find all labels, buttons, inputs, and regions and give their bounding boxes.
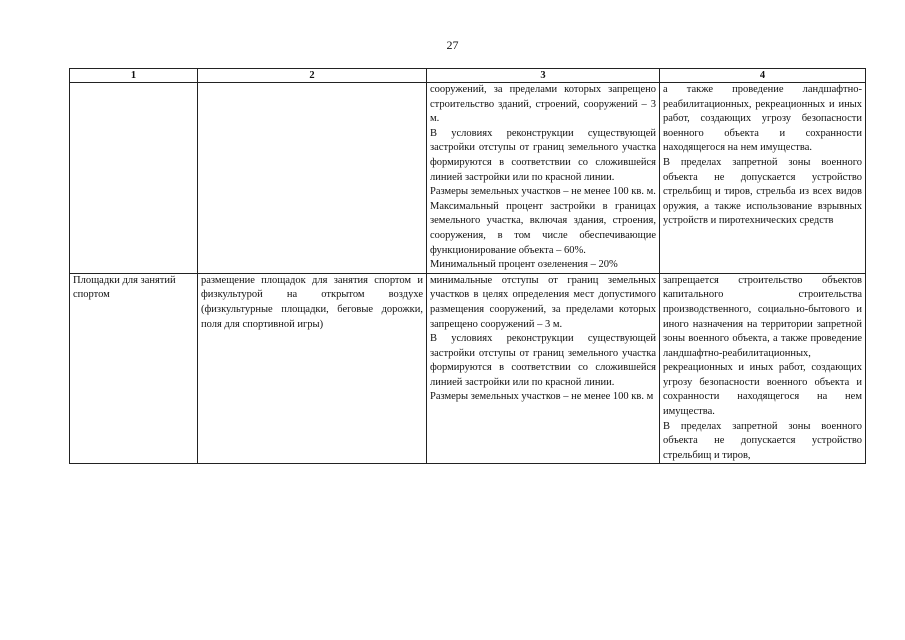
table-cell-col2 xyxy=(198,273,427,464)
table-cell-col3 xyxy=(427,83,660,274)
table-cell-col1 xyxy=(70,273,198,464)
regulations-table xyxy=(69,68,866,464)
table-cell-col3 xyxy=(427,273,660,464)
column-header: 2 xyxy=(198,69,427,83)
table-body xyxy=(70,83,866,464)
cell-paragraph: В условиях реконструкции существующей застройки отступы от границ земельного участка формируются в соответствии со сложившейся линией застройки или по красной линии. xyxy=(430,333,656,388)
cell-paragraph: запрещается строительство объектов капитального строительства производственного, социально-бытового и иного назначения на территории запретной зоны военного объекта, а также проведение ландшафтно-реабилитационных, рекреационных и иных работ, создающих угрозу безопасности военного объекта и сохранности находящегося на нем имущества. xyxy=(663,274,862,418)
table-cell-col1 xyxy=(70,83,198,274)
cell-paragraph: Размеры земельных участков – не менее 100 кв. м xyxy=(430,391,654,403)
cell-paragraph: Минимальный процент озеленения – 20% xyxy=(430,259,618,271)
table-cell-col4 xyxy=(660,273,866,464)
table-row xyxy=(70,273,866,464)
cell-paragraph: минимальные отступы от границ земельных участков в целях определения мест допустимого размещения сооружений, за пределами которых запрещено сооружений – 3 м. xyxy=(430,274,656,330)
cell-paragraph: В условиях реконструкции существующей застройки отступы от границ земельного участка формируются в соответствии со сложившейся линией застройки или по красной линии. xyxy=(430,127,656,183)
page-number: 27 xyxy=(446,38,459,52)
table-cell-col2 xyxy=(198,83,427,274)
column-header: 4 xyxy=(660,69,866,83)
column-header: 1 xyxy=(70,69,198,83)
cell-paragraph: размещение площадок для занятия спортом и физкультурой на открытом воздухе (физкультурные площадки, беговые дорожки, поля для спортивной игры) xyxy=(201,274,423,330)
cell-paragraph: Максимальный процент застройки в границах земельного участка, включая здания, строения, сооружения, в том числе обеспечивающие функционирование объекта – 60%. xyxy=(430,200,656,256)
cell-paragraph: Размеры земельных участков – не менее 100 кв. м. xyxy=(430,186,656,198)
table-row xyxy=(70,83,866,274)
column-header: 3 xyxy=(427,69,660,83)
cell-paragraph: Площадки для занятий спортом xyxy=(73,274,176,301)
cell-paragraph: а также проведение ландшафтно-реабилитационных, рекреационных и иных работ, создающих угрозу безопасности военного объекта и сохранности находящегося на нем имущества. xyxy=(663,84,862,154)
table-header-row xyxy=(70,69,866,83)
table-cell-col4 xyxy=(660,83,866,274)
cell-paragraph: В пределах запретной зоны военного объекта не допускается устройство стрельбищ и тиров, xyxy=(663,420,862,461)
cell-paragraph: сооружений, за пределами которых запрещено строительство зданий, строений, сооружений – 3 м. xyxy=(430,84,656,125)
cell-paragraph: В пределах запретной зоны военного объекта не допускается устройство стрельбищ и тиров, стрельба из всех видов оружия, а также использование взрывных устройств и пиротехнических средств xyxy=(663,156,862,227)
